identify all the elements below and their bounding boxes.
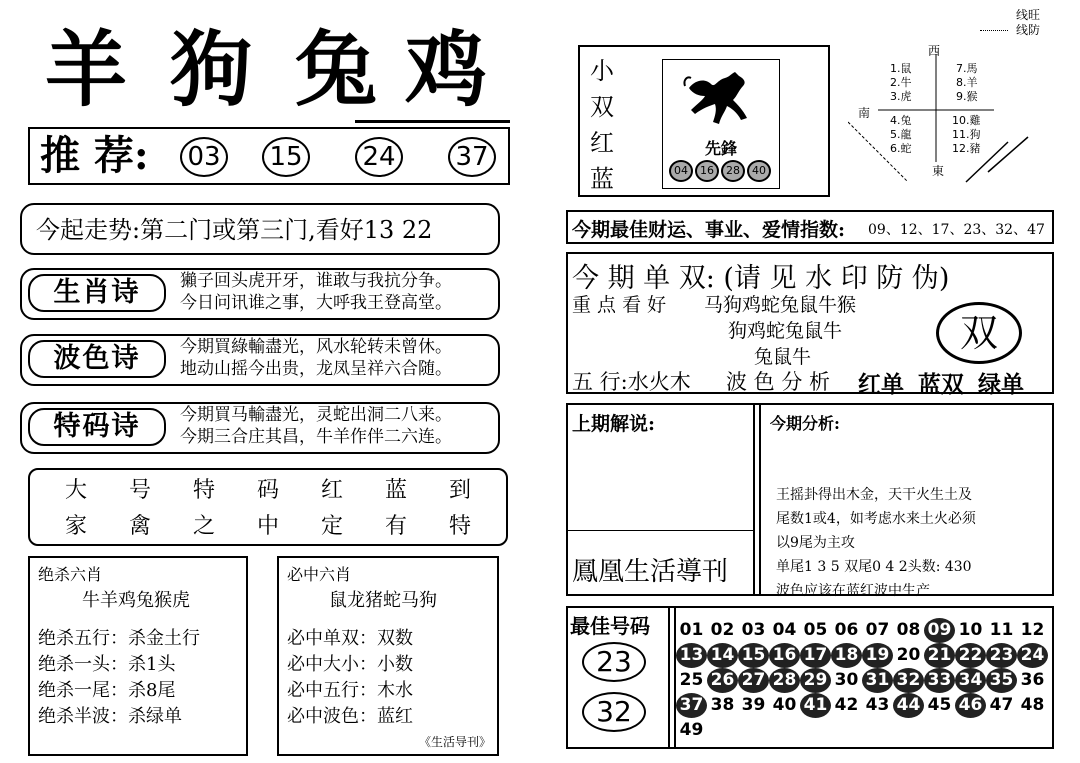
wave-item: 蓝双 bbox=[918, 371, 964, 398]
best-grid-number: 11 bbox=[989, 620, 1014, 640]
this-label: 今期分析: bbox=[770, 414, 840, 433]
zodiac-item: 12.豬 bbox=[952, 142, 981, 155]
best-grid-number: 31 bbox=[862, 668, 893, 693]
best-grid-number: 36 bbox=[1020, 670, 1045, 690]
divider-line bbox=[753, 405, 761, 594]
info-line: 必中大小：小数 bbox=[287, 654, 413, 675]
slogan-box bbox=[28, 468, 508, 546]
best-grid-number: 37 bbox=[676, 693, 707, 718]
recommend-number: 24 bbox=[355, 137, 403, 177]
best-grid-number: 42 bbox=[834, 695, 859, 715]
best-grid-number: 07 bbox=[865, 620, 890, 640]
best-grid-number: 44 bbox=[893, 693, 924, 718]
fortune-label: 今期最佳财运、事业、爱情指数: bbox=[572, 219, 846, 241]
recommend-box bbox=[28, 127, 510, 185]
best-grid-number: 47 bbox=[989, 695, 1014, 715]
poem-frame bbox=[20, 402, 500, 454]
wave-item: 绿单 bbox=[978, 371, 1024, 398]
corner-dots bbox=[980, 30, 1008, 31]
slogan-char: 蓝 bbox=[384, 478, 407, 503]
best-grid-number: 39 bbox=[741, 695, 766, 715]
best-grid-number: 02 bbox=[710, 620, 735, 640]
slogan-char: 码 bbox=[256, 478, 279, 503]
best-grid-number: 06 bbox=[834, 620, 859, 640]
horse-numbers bbox=[669, 160, 777, 184]
focus-label: 重 点 看 好 bbox=[572, 294, 667, 316]
best-grid-number: 09 bbox=[924, 618, 955, 643]
best-grid-row bbox=[676, 643, 1052, 668]
horse-number: 40 bbox=[747, 160, 771, 182]
recommend-number: 37 bbox=[448, 137, 496, 177]
slogan-char: 家 bbox=[64, 514, 87, 539]
poem-line: 今期買马輸盡光，灵蛇出洞二八来。 bbox=[180, 405, 452, 425]
best-grid-number: 25 bbox=[679, 670, 704, 690]
recommend-numbers bbox=[180, 135, 510, 179]
zodiac-south: 南 bbox=[858, 106, 871, 120]
best-grid-number: 17 bbox=[800, 643, 831, 668]
best-grid-number: 16 bbox=[769, 643, 800, 668]
horse-icon bbox=[681, 66, 761, 136]
best-grid-number: 45 bbox=[927, 695, 952, 715]
analysis-line: 尾数1或4，如考虑水来土火必须 bbox=[776, 511, 976, 527]
title-char: 鸡 bbox=[405, 22, 488, 118]
page-title bbox=[45, 22, 525, 122]
recommend-label: 推 荐: bbox=[40, 132, 149, 179]
zodiac-item: 1.鼠 bbox=[890, 62, 912, 75]
best-grid-number: 18 bbox=[831, 643, 862, 668]
analysis-line: 王摇卦得出木金，天干火生土及 bbox=[776, 487, 972, 503]
analysis-line: 单尾1 3 5 双尾0 4 2头数: 430 bbox=[776, 559, 972, 575]
best-number-2: 32 bbox=[582, 692, 646, 732]
info-line: 必中波色：蓝红 bbox=[287, 706, 413, 727]
label-char: 小 bbox=[590, 57, 614, 85]
wave-label: 波 色 分 析 bbox=[726, 370, 831, 394]
best-grid-number: 19 bbox=[862, 643, 893, 668]
focus-line-2: 狗鸡蛇兔鼠牛 bbox=[728, 320, 843, 342]
best-grid-number: 43 bbox=[865, 695, 890, 715]
title-char: 兔 bbox=[295, 22, 378, 118]
zodiac-east: 東 bbox=[932, 164, 945, 178]
slogan-row-2 bbox=[56, 512, 486, 542]
zodiac-bottom-left bbox=[890, 114, 912, 156]
best-grid-number: 26 bbox=[707, 668, 738, 693]
best-grid-number: 48 bbox=[1020, 695, 1045, 715]
best-grid-number: 41 bbox=[800, 693, 831, 718]
horse-number: 04 bbox=[669, 160, 693, 182]
brand-label: 鳳凰生活導刊 bbox=[572, 557, 729, 587]
brand-divider bbox=[568, 530, 753, 531]
poem-title: 生肖诗 bbox=[28, 274, 166, 312]
recommend-number: 15 bbox=[262, 137, 310, 177]
poem-line: 今期三合庄其昌，牛羊作伴二六连。 bbox=[180, 427, 452, 447]
recommend-number: 03 bbox=[180, 137, 228, 177]
analysis-line: 波色应该在蓝红波中生产 bbox=[776, 583, 930, 599]
best-grid-row bbox=[676, 618, 1052, 643]
zodiac-item: 11.狗 bbox=[952, 128, 981, 141]
label-char: 双 bbox=[590, 93, 614, 121]
best-grid-row bbox=[676, 693, 1052, 718]
slogan-char: 大 bbox=[64, 478, 87, 503]
fortune-numbers: 09、12、17、23、32、47 bbox=[868, 222, 1045, 238]
horse-box bbox=[578, 45, 830, 197]
kill-title: 绝杀六肖 bbox=[38, 565, 103, 584]
slogan-char: 到 bbox=[448, 478, 471, 503]
zodiac-item: 5.龍 bbox=[890, 128, 912, 141]
best-grid-number: 40 bbox=[772, 695, 797, 715]
zodiac-item: 2.牛 bbox=[890, 76, 912, 89]
zodiac-west: 西 bbox=[928, 44, 941, 58]
best-label: 最佳号码 bbox=[570, 614, 650, 638]
label-char: 红 bbox=[590, 129, 614, 157]
best-grid-number: 28 bbox=[769, 668, 800, 693]
best-grid-number: 15 bbox=[738, 643, 769, 668]
best-grid-number: 32 bbox=[893, 668, 924, 693]
trend-text: 今起走势:第二门或第三门,看好13 22 bbox=[36, 216, 433, 244]
zodiac-item: 9.猴 bbox=[956, 90, 978, 103]
focus-line-1: 马狗鸡蛇兔鼠牛猴 bbox=[704, 294, 857, 316]
zodiac-top-right bbox=[956, 62, 978, 104]
must-zodiacs: 鼠龙猪蛇马狗 bbox=[329, 590, 437, 611]
analysis-box bbox=[566, 403, 1054, 599]
slogan-char: 之 bbox=[192, 514, 215, 539]
poem-title: 波色诗 bbox=[28, 340, 166, 378]
poem-line: 地动山摇今出贵，龙凤呈祥六合随。 bbox=[180, 359, 452, 379]
poem-line: 獺子回头虎开牙，谁敢与我抗分争。 bbox=[180, 271, 452, 291]
fortune-box bbox=[566, 210, 1054, 244]
info-line: 必中五行：木水 bbox=[287, 680, 413, 701]
info-line: 绝杀五行：杀金土行 bbox=[38, 628, 200, 649]
poem-frame bbox=[20, 334, 500, 386]
best-grid-number: 23 bbox=[986, 643, 1017, 668]
slogan-char: 中 bbox=[256, 514, 279, 539]
best-grid bbox=[676, 618, 1052, 744]
info-line: 必中单双：双数 bbox=[287, 628, 413, 649]
kill-zodiacs: 牛羊鸡兔猴虎 bbox=[82, 590, 190, 611]
best-grid-number: 30 bbox=[834, 670, 859, 690]
slogan-char: 特 bbox=[192, 478, 215, 503]
corner-note-1: 线旺 bbox=[1015, 8, 1040, 22]
best-grid-number: 08 bbox=[896, 620, 921, 640]
poem-line: 今日问讯谁之事，大呼我王登高堂。 bbox=[180, 293, 452, 313]
best-grid-number: 01 bbox=[679, 620, 704, 640]
info-line: 绝杀一头：杀1头 bbox=[38, 654, 176, 675]
horse-number: 16 bbox=[695, 160, 719, 182]
best-grid-number: 29 bbox=[800, 668, 831, 693]
best-grid-number: 49 bbox=[679, 720, 704, 740]
zodiac-bottom-right bbox=[952, 114, 981, 156]
best-grid-number: 24 bbox=[1017, 643, 1048, 668]
analysis-line: 以9尾为主攻 bbox=[776, 535, 855, 551]
slogan-char: 红 bbox=[320, 478, 343, 503]
odd-even-box bbox=[566, 252, 1054, 398]
must-box bbox=[277, 556, 499, 756]
focus-line-3: 兔鼠牛 bbox=[754, 346, 812, 368]
best-divider bbox=[668, 608, 676, 747]
best-grid-number: 27 bbox=[738, 668, 769, 693]
zodiac-top-left bbox=[890, 62, 912, 104]
odd-even-badge: 双 bbox=[936, 302, 1022, 364]
info-line: 绝杀半波：杀绿单 bbox=[38, 706, 182, 727]
analysis-lines bbox=[776, 483, 976, 603]
odd-even-title: 今 期 单 双: (请 见 水 印 防 伪) bbox=[572, 263, 950, 294]
best-grid-number: 33 bbox=[924, 668, 955, 693]
zodiac-item: 3.虎 bbox=[890, 90, 912, 103]
poem-frame bbox=[20, 268, 500, 320]
best-grid-number: 14 bbox=[707, 643, 738, 668]
best-grid-number: 38 bbox=[710, 695, 735, 715]
best-grid-number: 21 bbox=[924, 643, 955, 668]
slogan-char: 有 bbox=[384, 514, 407, 539]
horse-number: 28 bbox=[721, 160, 745, 182]
title-char: 狗 bbox=[170, 22, 253, 118]
best-grid-number: 20 bbox=[896, 645, 921, 665]
best-grid-number: 35 bbox=[986, 668, 1017, 693]
zodiac-item: 4.兔 bbox=[890, 114, 912, 127]
horse-inner-box bbox=[662, 59, 780, 189]
zodiac-chart bbox=[848, 42, 1038, 192]
corner-note-2: 线防 bbox=[1015, 23, 1040, 37]
wave-item: 红单 bbox=[858, 371, 904, 398]
best-grid-number: 13 bbox=[676, 643, 707, 668]
best-grid-number: 10 bbox=[958, 620, 983, 640]
slogan-row-1 bbox=[56, 476, 486, 506]
info-line: 绝杀一尾：杀8尾 bbox=[38, 680, 176, 701]
best-box bbox=[566, 606, 1054, 749]
title-char: 羊 bbox=[45, 22, 128, 118]
kill-box bbox=[28, 556, 248, 756]
horse-label: 先鋒 bbox=[704, 139, 737, 158]
label-char: 蓝 bbox=[590, 165, 614, 193]
poem-title: 特码诗 bbox=[28, 408, 166, 446]
zodiac-item: 7.馬 bbox=[956, 62, 978, 75]
zodiac-item: 10.雞 bbox=[952, 114, 981, 127]
slogan-char: 禽 bbox=[128, 514, 151, 539]
wuxing-label: 五 行:水火木 bbox=[572, 370, 691, 394]
best-grid-row bbox=[676, 668, 1052, 693]
corner-note bbox=[990, 8, 1040, 38]
best-grid-number: 22 bbox=[955, 643, 986, 668]
label-column bbox=[590, 53, 620, 197]
kill-lines bbox=[38, 626, 200, 730]
slogan-char: 特 bbox=[448, 514, 471, 539]
trend-box bbox=[20, 203, 500, 255]
slogan-char: 号 bbox=[128, 478, 151, 503]
zodiac-item: 8.羊 bbox=[956, 76, 978, 89]
best-grid-number: 03 bbox=[741, 620, 766, 640]
zodiac-item: 6.蛇 bbox=[890, 142, 912, 155]
must-lines bbox=[287, 626, 413, 730]
source-label: 《生活导刊》 bbox=[418, 735, 491, 749]
poem-line: 今期買綠輸盡光，风水轮转未曾休。 bbox=[180, 337, 452, 357]
best-grid-number: 04 bbox=[772, 620, 797, 640]
best-grid-row bbox=[676, 718, 1052, 743]
must-title: 必中六肖 bbox=[287, 565, 352, 584]
wave-items bbox=[858, 366, 1038, 399]
title-underline bbox=[355, 120, 510, 123]
best-grid-number: 46 bbox=[955, 693, 986, 718]
best-number-1: 23 bbox=[582, 642, 646, 682]
best-grid-number: 34 bbox=[955, 668, 986, 693]
best-grid-number: 05 bbox=[803, 620, 828, 640]
best-grid-number: 12 bbox=[1020, 620, 1045, 640]
slogan-char: 定 bbox=[320, 514, 343, 539]
prev-label: 上期解说: bbox=[572, 413, 656, 435]
